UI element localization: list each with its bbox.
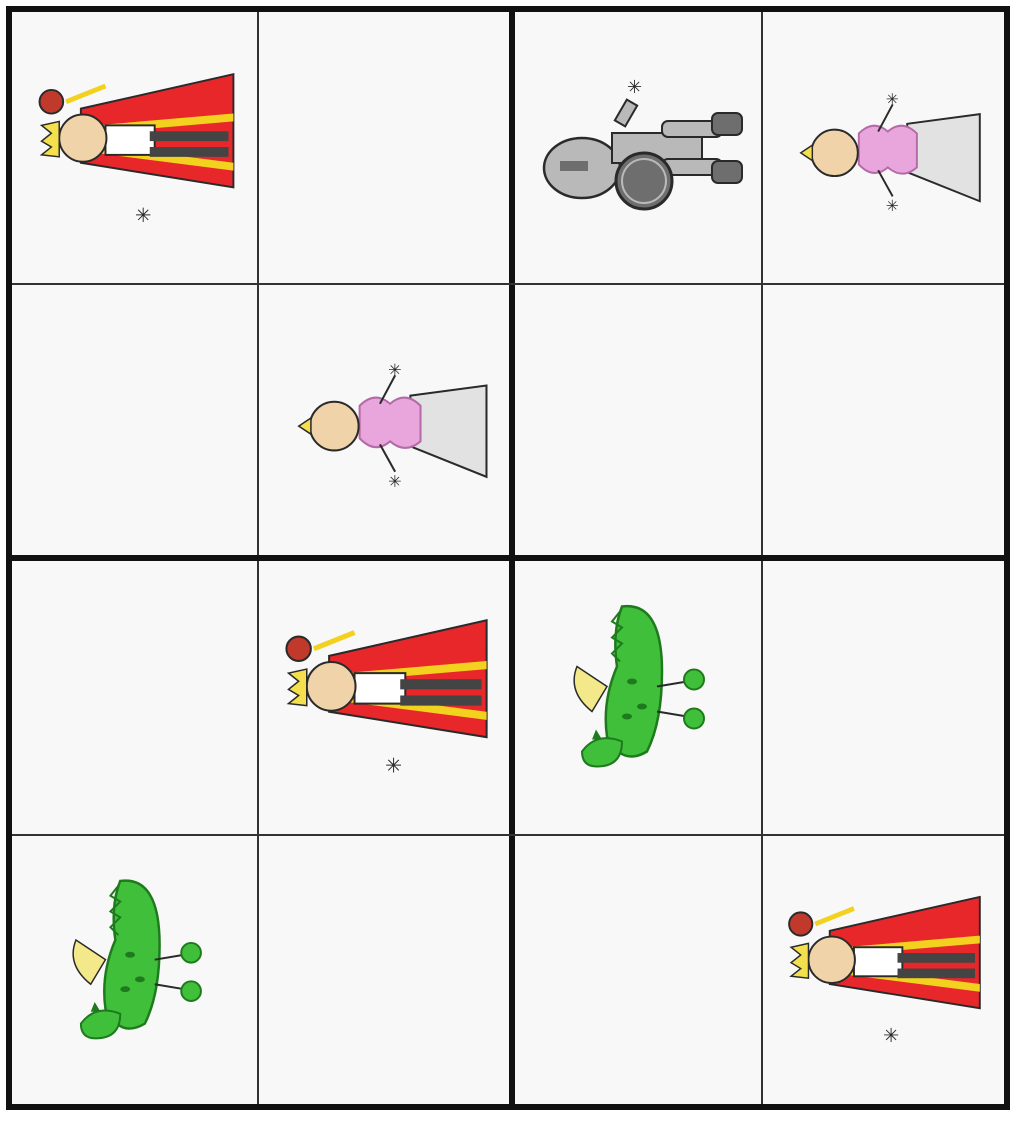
dragon-icon: [512, 558, 762, 835]
svg-text:✳: ✳: [883, 1024, 900, 1048]
grid-cell[interactable]: [512, 835, 762, 1104]
king-icon: [12, 12, 258, 284]
svg-text:✳: ✳: [627, 77, 643, 98]
dragon-icon: [12, 835, 258, 1104]
knight-icon: [512, 12, 762, 284]
grid-cell[interactable]: [512, 558, 762, 835]
princess-icon: [258, 284, 512, 558]
grid-cell[interactable]: [512, 12, 762, 284]
svg-text:✳: ✳: [885, 90, 899, 109]
cell-divider-horizontal: [12, 834, 1004, 836]
svg-text:✳: ✳: [388, 471, 402, 491]
grid-cell[interactable]: [762, 284, 1004, 558]
cell-divider-horizontal: [12, 283, 1004, 285]
svg-text:✳: ✳: [135, 203, 152, 227]
box-divider-horizontal: [12, 555, 1004, 561]
grid-cell[interactable]: [12, 12, 258, 284]
princess-icon: [762, 12, 1004, 284]
grid-cell[interactable]: [258, 835, 512, 1104]
king-icon: [762, 835, 1004, 1104]
grid-cell[interactable]: [762, 835, 1004, 1104]
grid-cell[interactable]: [12, 284, 258, 558]
grid-cell[interactable]: [258, 558, 512, 835]
king-icon: [258, 558, 512, 835]
sudoku-board: [6, 6, 1010, 1110]
grid-cell[interactable]: [258, 284, 512, 558]
grid-cell[interactable]: [512, 284, 762, 558]
grid-cell[interactable]: [258, 12, 512, 284]
svg-text:✳: ✳: [385, 753, 403, 778]
grid-cell[interactable]: [762, 12, 1004, 284]
svg-text:✳: ✳: [885, 196, 899, 215]
grid-cell[interactable]: [12, 835, 258, 1104]
svg-text:✳: ✳: [388, 360, 402, 380]
grid-cell[interactable]: [12, 558, 258, 835]
grid-cell[interactable]: [762, 558, 1004, 835]
